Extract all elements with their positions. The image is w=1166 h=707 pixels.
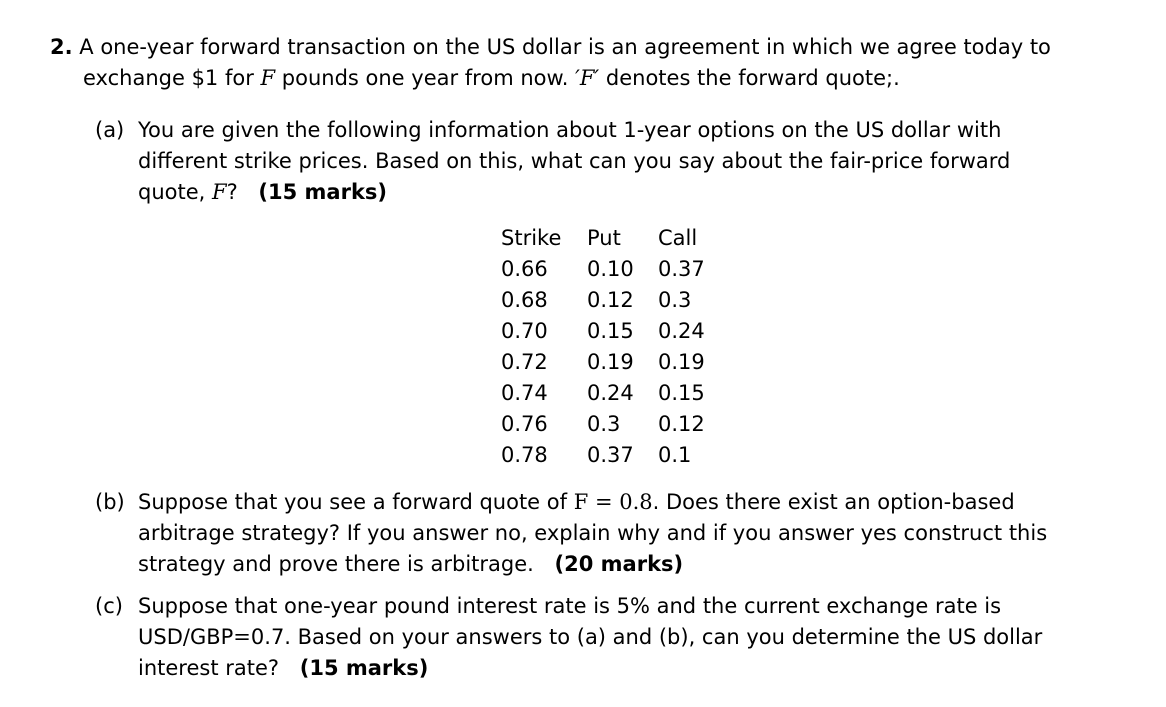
table-cell-call: 0.1 — [658, 443, 692, 467]
table-cell-call: 0.24 — [658, 319, 705, 343]
table-header-put: Put — [587, 226, 621, 250]
part-c-marks: (15 marks) — [299, 656, 429, 680]
part-c-text-3: interest rate? — [138, 656, 280, 680]
part-a-text-3a: quote, — [138, 180, 212, 204]
table-cell-strike: 0.68 — [501, 288, 548, 312]
table-cell-strike: 0.76 — [501, 412, 548, 436]
part-a-line-3 — [138, 177, 387, 208]
part-c-label: (c) — [95, 594, 123, 618]
table-cell-strike: 0.70 — [501, 319, 548, 343]
quoted-f: ′F′ — [575, 66, 600, 90]
part-a-text-3b: ? — [226, 180, 238, 204]
table-cell-call: 0.15 — [658, 381, 705, 405]
question-line-1 — [50, 32, 1051, 63]
table-cell-put: 0.19 — [587, 350, 634, 374]
part-a-line-2: different strike prices. Based on this, what can you say about the fair-price forward — [138, 149, 1011, 173]
table-cell-strike: 0.78 — [501, 443, 548, 467]
table-header-strike: Strike — [501, 226, 562, 250]
table-cell-strike: 0.72 — [501, 350, 548, 374]
table-cell-strike: 0.66 — [501, 257, 548, 281]
part-c-line-3 — [138, 653, 428, 684]
table-cell-put: 0.10 — [587, 257, 634, 281]
question-text-2a: exchange $1 for — [83, 66, 261, 90]
part-b-marks: (20 marks) — [554, 552, 684, 576]
table-header-call: Call — [658, 226, 698, 250]
forward-quote-formula: F = 0.8 — [573, 490, 653, 514]
table-cell-put: 0.37 — [587, 443, 634, 467]
part-b-text-3: strategy and prove there is arbitrage. — [138, 552, 534, 576]
part-a-line-1: You are given the following information about 1-year options on the US dollar with — [138, 118, 1002, 142]
part-b-line-3 — [138, 549, 683, 580]
question-text-2b: pounds one year from now. — [275, 66, 576, 90]
table-cell-call: 0.37 — [658, 257, 705, 281]
table-cell-put: 0.24 — [587, 381, 634, 405]
variable-f: F — [212, 180, 227, 204]
part-c-text-2a: USD/GBP — [138, 625, 234, 649]
table-cell-call: 0.12 — [658, 412, 705, 436]
part-a-label: (a) — [95, 118, 125, 142]
part-b-line-2: arbitrage strategy? If you answer no, explain why and if you answer yes construct this — [138, 521, 1048, 545]
part-b-text-1b: . Does there exist an option-based — [652, 490, 1015, 514]
table-cell-put: 0.3 — [587, 412, 621, 436]
part-b-text-1a: Suppose that you see a forward quote of — [138, 490, 574, 514]
part-b-line-1 — [138, 487, 1015, 518]
question-text-1: A one-year forward transaction on the US dollar is an agreement in which we agree today to — [79, 35, 1051, 59]
part-c-line-2 — [138, 622, 1042, 653]
part-a-marks: (15 marks) — [258, 180, 388, 204]
part-b-label: (b) — [95, 490, 125, 514]
question-line-2 — [83, 63, 900, 94]
equals-sign: = — [233, 625, 251, 649]
part-c-text-2b: 0.7. Based on your answers to (a) and (b), can you determine the US dollar — [250, 625, 1043, 649]
question-text-2c: denotes the forward quote;. — [599, 66, 900, 90]
table-cell-put: 0.15 — [587, 319, 634, 343]
table-cell-call: 0.19 — [658, 350, 705, 374]
variable-f: F — [260, 66, 276, 90]
part-c-line-1: Suppose that one-year pound interest rate is 5% and the current exchange rate is — [138, 594, 1002, 618]
table-cell-call: 0.3 — [658, 288, 692, 312]
table-cell-strike: 0.74 — [501, 381, 548, 405]
question-number: 2. — [50, 35, 73, 59]
table-cell-put: 0.12 — [587, 288, 634, 312]
